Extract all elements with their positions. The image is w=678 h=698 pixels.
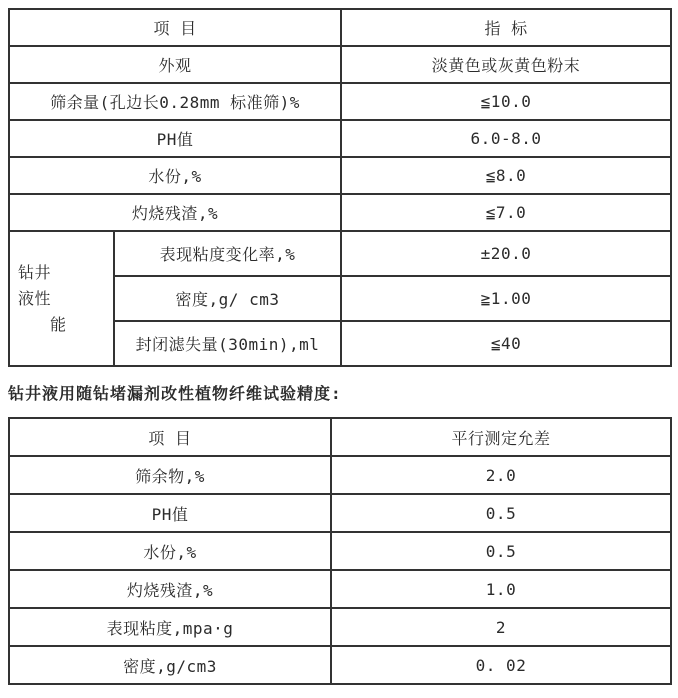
table-row [9, 608, 671, 646]
value-cell: 6.0-8.0 [341, 120, 671, 157]
value-cell: ≦8.0 [341, 157, 671, 194]
precision-header-item: 项 目 [9, 418, 331, 456]
spec-header-item: 项 目 [9, 9, 341, 46]
spec-header-indicator: 指 标 [341, 9, 671, 46]
value-cell: 2 [331, 608, 671, 646]
item-cell: 封闭滤失量(30min),ml [114, 321, 341, 366]
group-label-cell [9, 231, 114, 366]
spec-table [8, 8, 672, 367]
group-label-line: 液性 [18, 288, 52, 308]
item-cell: 筛余量(孔边长0.28mm 标准筛)% [9, 83, 341, 120]
table-row [9, 46, 671, 83]
item-cell: 灼烧残渣,% [9, 570, 331, 608]
table-row [9, 646, 671, 684]
item-cell: PH值 [9, 494, 331, 532]
item-cell: 密度,g/ cm3 [114, 276, 341, 321]
precision-header-tolerance: 平行测定允差 [331, 418, 671, 456]
value-cell: ≧1.00 [341, 276, 671, 321]
table-row [9, 194, 671, 231]
table-row [9, 231, 671, 276]
precision-table-header-row [9, 418, 671, 456]
item-cell: 筛余物,% [9, 456, 331, 494]
item-cell: 外观 [9, 46, 341, 83]
table-row [9, 456, 671, 494]
value-cell: ±20.0 [341, 231, 671, 276]
item-cell: 水份,% [9, 157, 341, 194]
table-row [9, 532, 671, 570]
item-cell: 灼烧残渣,% [9, 194, 341, 231]
table-row [9, 157, 671, 194]
table-row [9, 570, 671, 608]
item-cell: 密度,g/cm3 [9, 646, 331, 684]
value-cell: 0. 02 [331, 646, 671, 684]
table-row [9, 120, 671, 157]
value-cell: ≦10.0 [341, 83, 671, 120]
value-cell: ≦7.0 [341, 194, 671, 231]
item-cell: 表现粘度变化率,% [114, 231, 341, 276]
group-label-line: 钻井 [18, 262, 52, 282]
precision-caption: 钻井液用随钻堵漏剂改性植物纤维试验精度: [8, 384, 342, 403]
value-cell: 0.5 [331, 532, 671, 570]
precision-table [8, 417, 672, 685]
spec-table-header-row [9, 9, 671, 46]
table-row [9, 494, 671, 532]
table-row [9, 83, 671, 120]
value-cell: 淡黄色或灰黄色粉末 [341, 46, 671, 83]
value-cell: 2.0 [331, 456, 671, 494]
value-cell: 1.0 [331, 570, 671, 608]
value-cell: ≦40 [341, 321, 671, 366]
group-label-line: 能 [50, 314, 67, 334]
item-cell: PH值 [9, 120, 341, 157]
item-cell: 水份,% [9, 532, 331, 570]
value-cell: 0.5 [331, 494, 671, 532]
item-cell: 表现粘度,mpa·g [9, 608, 331, 646]
